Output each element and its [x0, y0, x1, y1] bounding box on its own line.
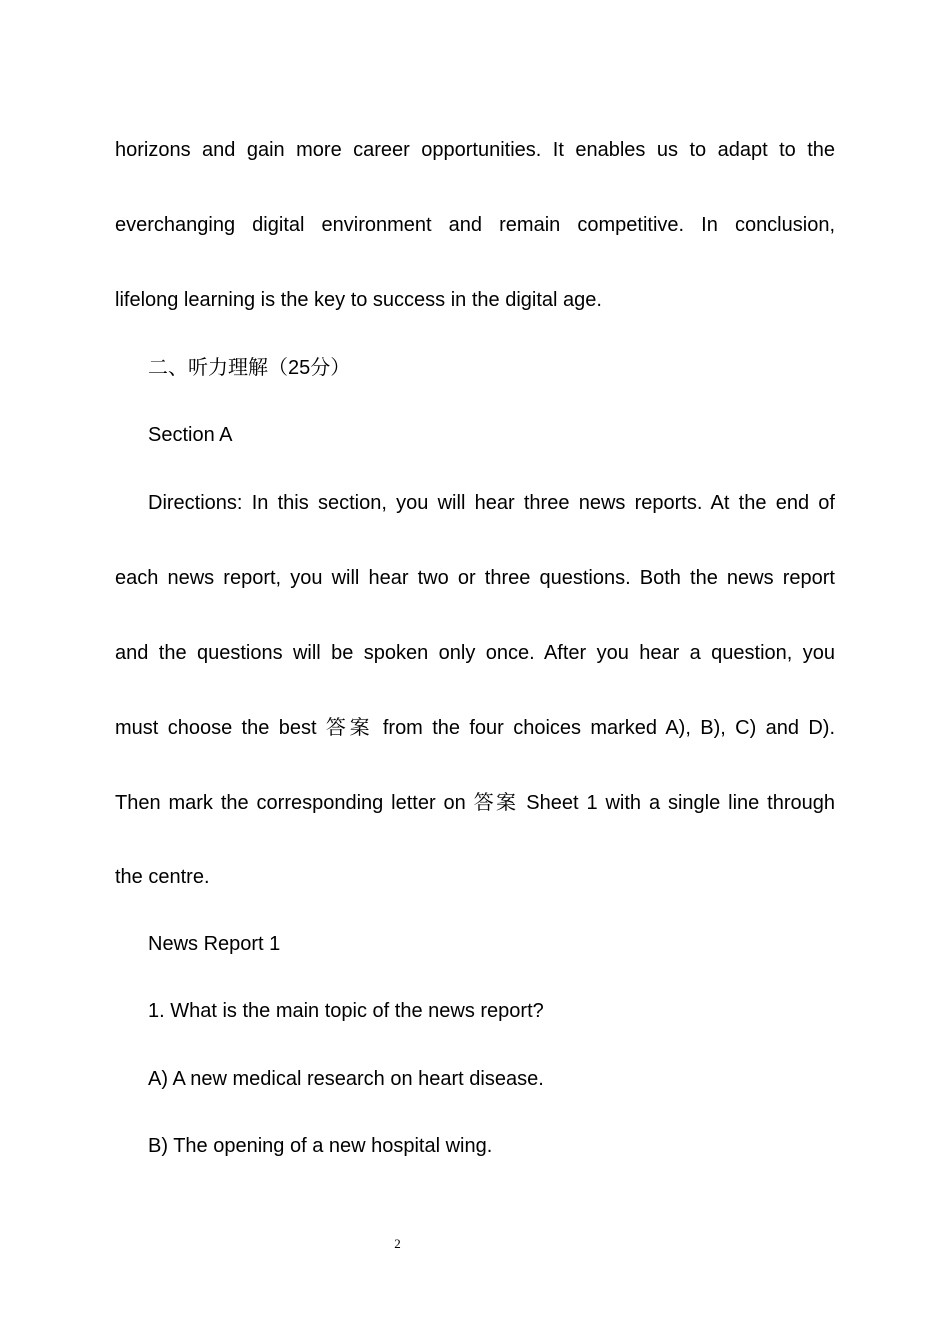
- directions-line-5: Then mark the corresponding letter on 答案 Sheet 1 with a single line through: [115, 792, 835, 814]
- question-1: 1. What is the main topic of the news report?: [148, 1000, 544, 1022]
- option-a: A) A new medical research on heart disease.: [148, 1068, 544, 1090]
- section-heading: 二、听力理解（25分）: [148, 357, 351, 379]
- directions-line-1: Directions: In this section, you will hear three news reports. At the end of: [148, 492, 835, 514]
- section-a-title: Section A: [148, 424, 233, 446]
- option-b: B) The opening of a new hospital wing.: [148, 1135, 493, 1157]
- directions-line-4: must choose the best 答案 from the four choices marked A), B), C) and D).: [115, 717, 835, 739]
- paragraph-line-2: everchanging digital environment and remain competitive. In conclusion,: [115, 214, 835, 236]
- directions-line-6: the centre.: [115, 866, 210, 888]
- paragraph-line-1: horizons and gain more career opportunities. It enables us to adapt to the: [115, 139, 835, 161]
- page-number: 2: [394, 1236, 401, 1251]
- paragraph-line-3: lifelong learning is the key to success in the digital age.: [115, 289, 602, 311]
- directions-line-2: each news report, you will hear two or three questions. Both the news report: [115, 567, 835, 589]
- news-report-title: News Report 1: [148, 933, 281, 955]
- directions-line-3: and the questions will be spoken only once. After you hear a question, you: [115, 642, 835, 664]
